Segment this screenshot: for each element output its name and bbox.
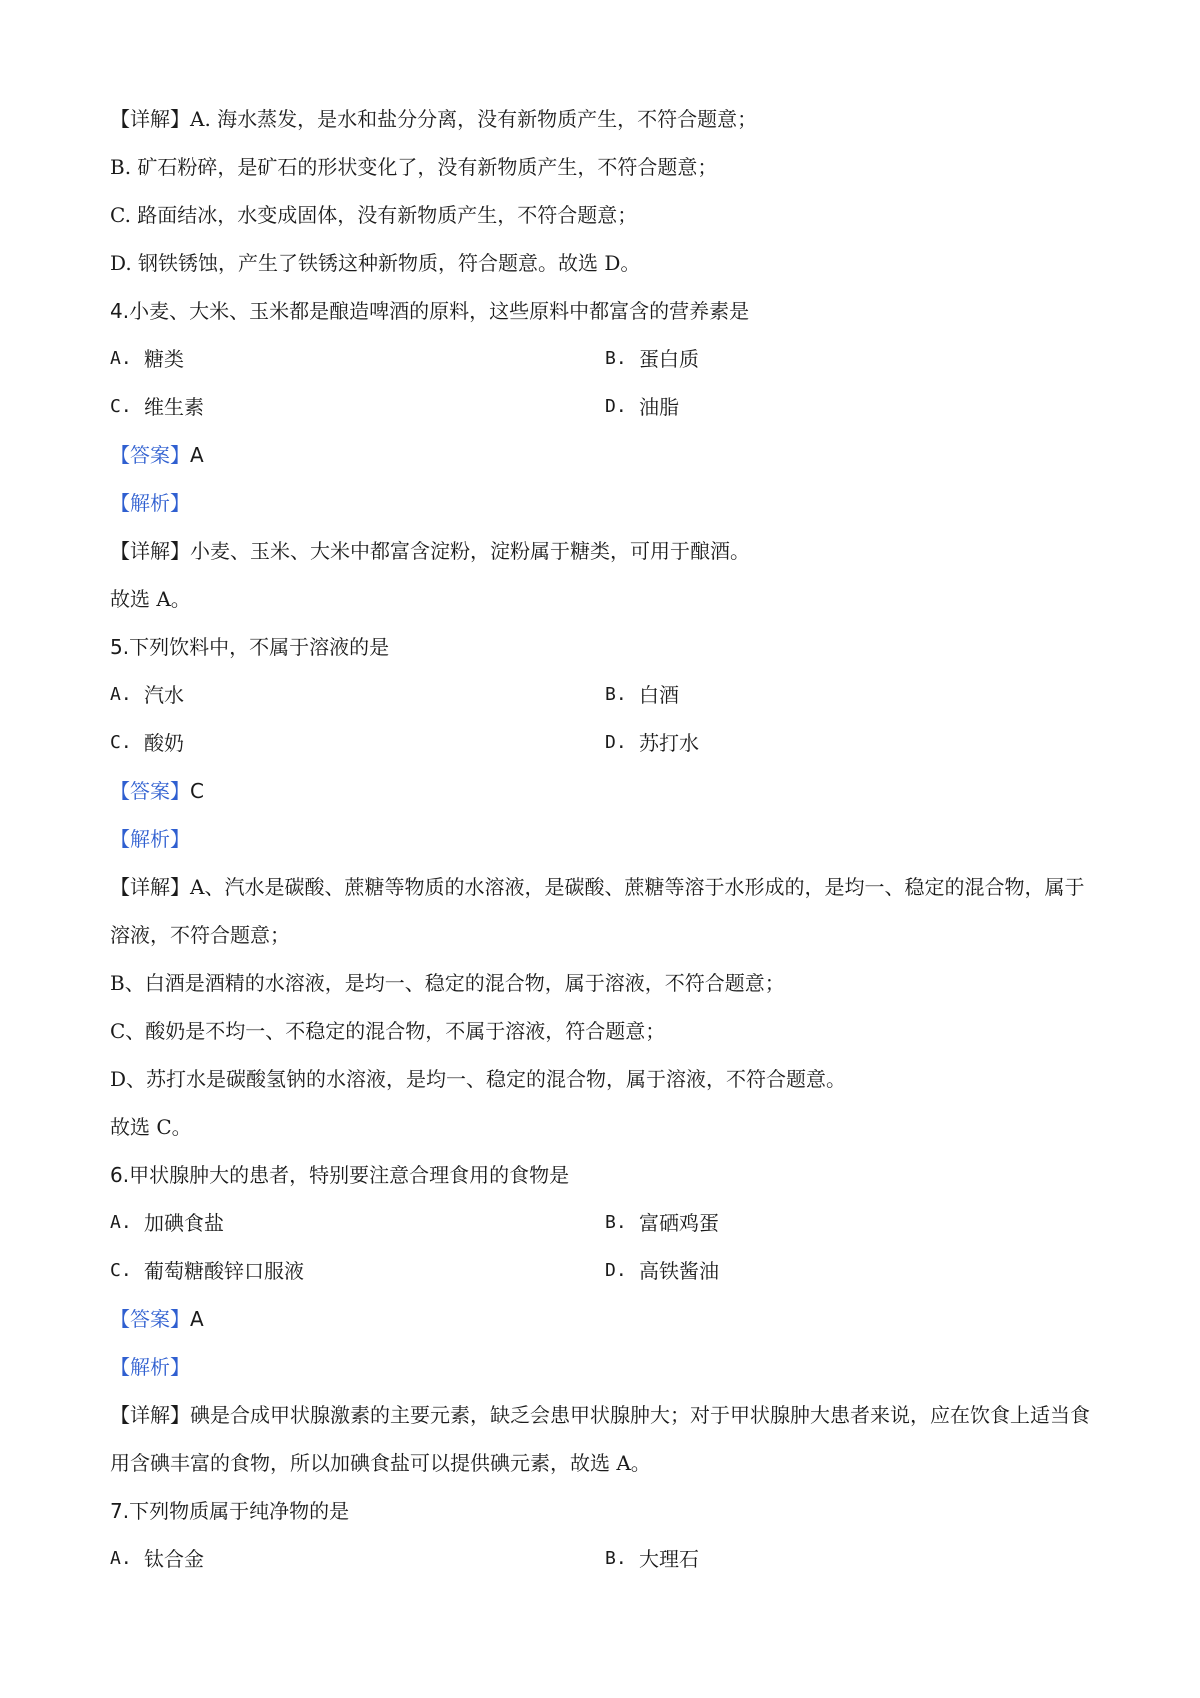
q6-option-c [110,1247,605,1295]
q6-option-c-text: 葡萄糖酸锌口服液 [144,1259,304,1283]
q3-detail-line-d: D. 钢铁锈蚀，产生了铁锈这种新物质，符合题意。故选 D。 [110,251,641,275]
q6-options-row-1 [110,1199,1100,1247]
q7-option-a-text: 钛合金 [144,1547,204,1571]
q6-option-a-letter: A. [110,1212,132,1233]
q4-conclusion: 故选 A。 [110,587,191,611]
q5-option-b-text: 白酒 [639,683,679,707]
q6-option-b [605,1199,1100,1247]
q4-option-c-text: 维生素 [144,395,204,419]
q3-detail-text-a: A. 海水蒸发，是水和盐分分离，没有新物质产生，不符合题意； [190,107,758,131]
q5-conclusion: 故选 C。 [110,1115,192,1139]
q7-option-b [605,1535,1100,1583]
q5-answer-label: 【答案】 [110,779,190,803]
q4-analysis-label: 【解析】 [110,491,190,515]
q4-option-a-text: 糖类 [144,347,184,371]
q4-question: 4.小麦、大米、玉米都是酿造啤酒的原料，这些原料中都富含的营养素是 [110,299,750,323]
q6-options-row-2 [110,1247,1100,1295]
q6-detail [110,1391,1100,1487]
q6-option-d-letter: D. [605,1260,627,1281]
q4-answer-label: 【答案】 [110,443,190,467]
q7-option-b-text: 大理石 [639,1547,699,1571]
q6-question: 6.甲状腺肿大的患者，特别要注意合理食用的食物是 [110,1163,570,1187]
q4-option-d-text: 油脂 [639,395,679,419]
q5-answer [110,767,1100,815]
q6-detail-label: 【详解】 [110,1403,190,1427]
q5-option-a-text: 汽水 [144,683,184,707]
q7-options-row-1 [110,1535,1100,1583]
q6-answer-value: A [190,1307,204,1331]
q5-answer-value: C [190,779,204,803]
q6-option-d [605,1247,1100,1295]
q4-option-a-letter: A. [110,348,132,369]
q6-answer-label: 【答案】 [110,1307,190,1331]
q6-detail-text: 碘是合成甲状腺激素的主要元素，缺乏会患甲状腺肿大；对于甲状腺肿大患者来说，应在饮食上适当食用含碘丰富的食物，所以加碘食盐可以提供碘元素，故选 A。 [110,1403,1090,1475]
q4-options-row-1 [110,335,1100,383]
q6-analysis-label: 【解析】 [110,1355,190,1379]
q5-option-c-letter: C. [110,732,132,753]
q5-option-d-text: 苏打水 [639,731,699,755]
q5-option-c-text: 酸奶 [144,731,184,755]
q3-detail-line-b: B. 矿石粉碎，是矿石的形状变化了，没有新物质产生，不符合题意； [110,155,718,179]
q3-detail-label: 【详解】 [110,107,190,131]
q4-detail-label: 【详解】 [110,539,190,563]
q5-analysis-label: 【解析】 [110,827,190,851]
q4-detail [110,527,1100,575]
q5-detail-a [110,863,1100,959]
q4-option-c-letter: C. [110,396,132,417]
q5-option-d [605,719,1100,767]
q6-answer [110,1295,1100,1343]
q5-detail-c: C、酸奶是不均一、不稳定的混合物，不属于溶液，符合题意； [110,1019,666,1043]
q6-option-d-text: 高铁酱油 [639,1259,719,1283]
q6-option-b-text: 富硒鸡蛋 [639,1211,719,1235]
q4-option-c [110,383,605,431]
q5-detail-label: 【详解】 [110,875,190,899]
q5-options-row-2 [110,719,1100,767]
q5-detail-d: D、苏打水是碳酸氢钠的水溶液，是均一、稳定的混合物，属于溶液，不符合题意。 [110,1067,847,1091]
q7-question: 7.下列物质属于纯净物的是 [110,1499,350,1523]
q5-option-d-letter: D. [605,732,627,753]
q4-option-a [110,335,605,383]
q6-option-a [110,1199,605,1247]
q5-option-b-letter: B. [605,684,627,705]
q3-detail-line-c: C. 路面结冰，水变成固体，没有新物质产生，不符合题意； [110,203,638,227]
q4-option-d-letter: D. [605,396,627,417]
q6-option-b-letter: B. [605,1212,627,1233]
q4-option-b-text: 蛋白质 [639,347,699,371]
q4-answer [110,431,1100,479]
q4-options-row-2 [110,383,1100,431]
q6-option-c-letter: C. [110,1260,132,1281]
q7-option-a [110,1535,605,1583]
q6-option-a-text: 加碘食盐 [144,1211,224,1235]
q5-detail-b: B、白酒是酒精的水溶液，是均一、稳定的混合物，属于溶液，不符合题意； [110,971,785,995]
q4-option-b [605,335,1100,383]
q5-option-b [605,671,1100,719]
q5-option-c [110,719,605,767]
q4-option-b-letter: B. [605,348,627,369]
document-page [110,95,1100,1583]
q7-option-a-letter: A. [110,1548,132,1569]
q3-detail-line-a [110,95,1100,143]
q4-option-d [605,383,1100,431]
q5-option-a-letter: A. [110,684,132,705]
q5-question: 5.下列饮料中，不属于溶液的是 [110,635,390,659]
q5-option-a [110,671,605,719]
q4-answer-value: A [190,443,204,467]
q5-options-row-1 [110,671,1100,719]
q4-detail-text: 小麦、玉米、大米中都富含淀粉，淀粉属于糖类，可用于酿酒。 [190,539,750,563]
q7-option-b-letter: B. [605,1548,627,1569]
q5-detail-a-text: A、汽水是碳酸、蔗糖等物质的水溶液，是碳酸、蔗糖等溶于水形成的，是均一、稳定的混合物，属于溶液，不符合题意； [110,875,1085,947]
